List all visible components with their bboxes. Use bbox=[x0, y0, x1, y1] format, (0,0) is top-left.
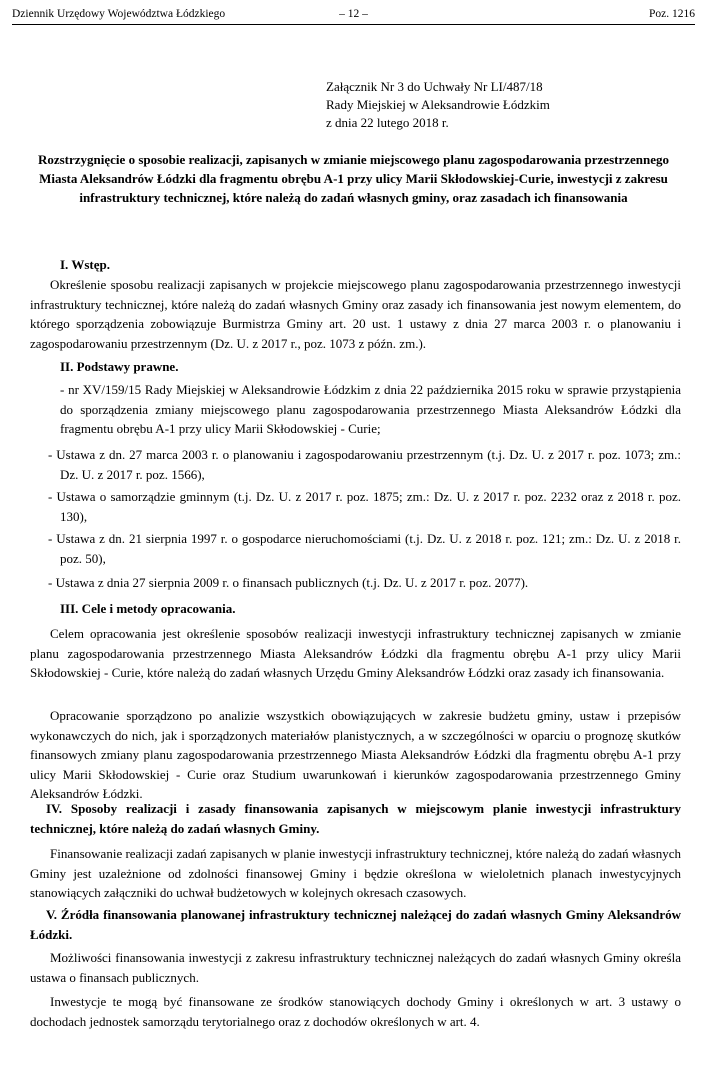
page-header bbox=[12, 6, 695, 25]
position-number: Poz. 1216 bbox=[649, 8, 695, 20]
legal-basis-item: - Ustawa z dn. 21 sierpnia 1997 r. o gospodarce nieruchomościami (t.j. Dz. U. z 2018 r. poz. 121; zm.: Dz. U. z 2018 r. poz. 50), bbox=[48, 531, 681, 566]
page-number: – 12 – bbox=[339, 8, 368, 20]
section-3-heading: III. Cele i metody opracowania. bbox=[60, 601, 236, 616]
section-2-heading: II. Podstawy prawne. bbox=[60, 359, 179, 374]
section-1-paragraph: Określenie sposobu realizacji zapisanych w projekcie miejscowego planu zagospodarowania przestrzennego inwestycji infrastruktury technicznej, które należą do zadań własnych Gminy oraz zasady ich finansowania jest nowym elementem, do którego sporządzenia zobowiązuje Burmistrza Gminy art. 20 ust. 1 ustawy z dnia 27 marca 2003 r. o planowaniu i zagospodarowaniu przestrzennym (Dz. U. z 2017 r., poz. 1073 z późn. zm.). bbox=[30, 277, 681, 351]
attachment-line-1: Załącznik Nr 3 do Uchwały Nr LI/487/18 bbox=[326, 79, 543, 94]
section-4-paragraph: Finansowanie realizacji zadań zapisanych w planie inwestycji infrastruktury technicznej, które należą do zadań własnych Gminy jest uzależnione od zdolności finansowej Gminy i będzie określona w wieloletnich planach inwestycyjnych stanowiących załączniki do uchwał budżetowych w kolejnych okresach czasowych. bbox=[30, 846, 681, 901]
section-3-paragraph-1: Celem opracowania jest określenie sposobów realizacji inwestycji infrastruktury technicznej zapisanych w zmianie planu zagospodarowania przestrzennego Miasta Aleksandrów Łódzki dla fragmentu obrębu A-1 przy ulicy Marii Skłodowskiej - Curie, które należą do zadań własnych Urzędu Gminy Aleksandrów Łódzki oraz zasady ich finansowania. bbox=[30, 626, 681, 681]
section-5-paragraph-2: Inwestycje te mogą być finansowane ze środków stanowiących dochody Gminy i określonych w art. 3 ustawy o dochodach jednostek samorządu terytorialnego oraz z dochodów określonych w art. 4. bbox=[30, 994, 681, 1029]
document-title: Rozstrzygnięcie o sposobie realizacji, zapisanych w zmianie miejscowego planu zagospodarowania przestrzennego Miasta Aleksandrów Łódzki dla fragmentu obrębu A-1 przy ulicy Marii Skłodowskiej-Curie, inwestycji z zakresu infrastruktury technicznej, które należą do zadań własnych gminy, oraz zasadach ich finansowania bbox=[37, 152, 670, 205]
attachment-line-3: z dnia 22 lutego 2018 r. bbox=[326, 115, 449, 130]
section-3-paragraph-2: Opracowanie sporządzono po analizie wszystkich obowiązujących w zakresie budżetu gminy, ustaw i przepisów wykonawczych do nich, jak i sporządzonych materiałów planistycznych, a w szczególności w oparciu o prognozę skutków finansowych zmiany planu zagospodarowania przestrzennego Miasta Aleksandrów Łódzki dla fragmentu obrębu A-1 przy ulicy Marii Skłodowskiej - Curie oraz Studium uwarunkowań i kierunków zagospodarowania przestrzennego Gminy Aleksandrów Łódzki. bbox=[30, 708, 681, 802]
legal-basis-item: - nr XV/159/15 Rady Miejskiej w Aleksandrowie Łódzkim z dnia 22 października 2015 roku w sprawie przystąpienia do sporządzenia zmiany miejscowego planu zagospodarowania przestrzennego Miasta Aleksandrów Łódzki dla fragmentu obrębu A-1 przy ulicy Marii Skłodowskiej - Curie; bbox=[60, 382, 681, 437]
attachment-reference bbox=[326, 78, 550, 132]
legal-basis-item: - Ustawa o samorządzie gminnym (t.j. Dz. U. z 2017 r. poz. 1875; zm.: Dz. U. z 2017 r. poz. 2232 oraz z 2018 r. poz. 130), bbox=[48, 489, 681, 524]
journal-name: Dziennik Urzędowy Województwa Łódzkiego bbox=[12, 8, 226, 20]
section-5-paragraph-1: Możliwości finansowania inwestycji z zakresu infrastruktury technicznej należących do zadań własnych Gminy określa ustawa o finansach publicznych. bbox=[30, 950, 681, 985]
legal-basis-item: - Ustawa z dn. 27 marca 2003 r. o planowaniu i zagospodarowaniu przestrzennym (t.j. Dz. U. z 2017 r. poz. 1073; zm.: Dz. U. z 2017 r. poz. 1566), bbox=[48, 447, 681, 482]
section-1-heading: I. Wstęp. bbox=[60, 257, 110, 272]
section-4-heading: IV. Sposoby realizacji i zasady finansowania zapisanych w miejscowym planie inwestycji infrastruktury technicznej, które należą do zadań własnych Gminy. bbox=[30, 801, 681, 836]
section-5-heading: V. Źródła finansowania planowanej infrastruktury technicznej należącej do zadań własnych Gminy Aleksandrów Łódzki. bbox=[30, 907, 681, 942]
attachment-line-2: Rady Miejskiej w Aleksandrowie Łódzkim bbox=[326, 97, 550, 112]
legal-basis-item: - Ustawa z dnia 27 sierpnia 2009 r. o finansach publicznych (t.j. Dz. U. z 2017 r. poz. 2077). bbox=[48, 575, 529, 590]
